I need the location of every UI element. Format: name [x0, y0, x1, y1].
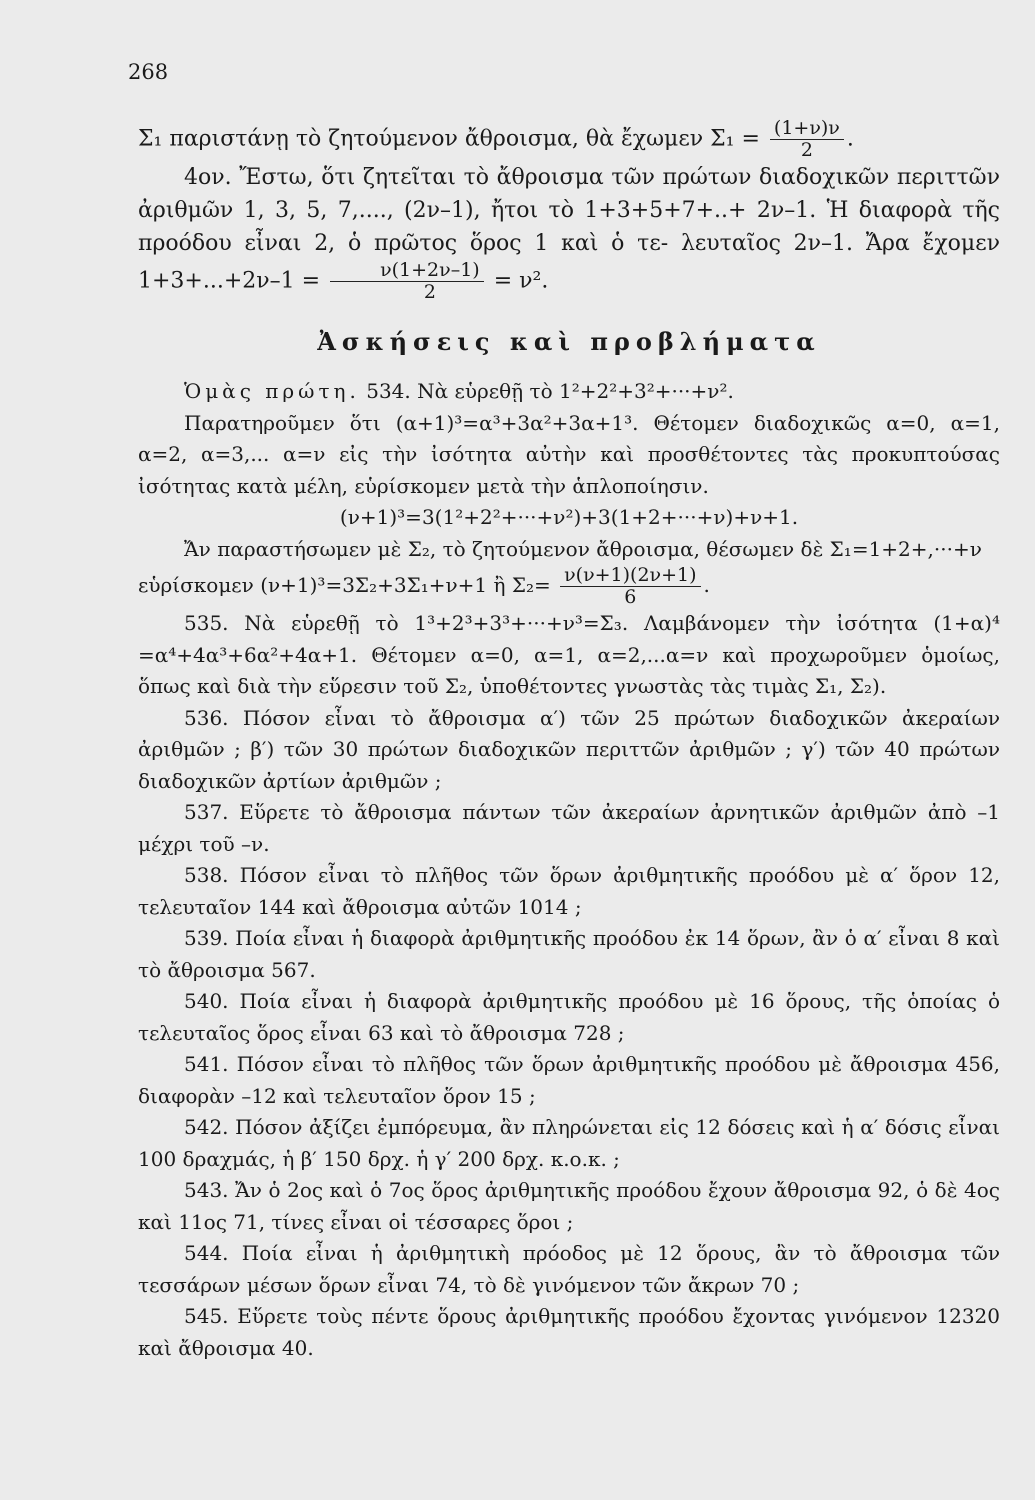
sigma-definition	[138, 118, 1000, 161]
problem-542: 542. Πόσον ἀξίζει ἐμπόρευμα, ἂν πληρώνεται εἰς 12 δόσεις καὶ ἡ α′ δόσις εἶναι 100 δραχμάς, ἡ β′ 150 δρχ. ἡ γ′ 200 δρχ. κ.ο.κ. ;	[138, 1115, 1000, 1171]
sigma-line-text: Σ₁ παριστάνῃ τὸ ζητούμενον ἄθροισμα, θὰ ἔχωμεν Σ₁ =	[138, 126, 760, 152]
page-number: 268	[128, 60, 169, 84]
case-4-result: = ν².	[493, 268, 549, 294]
problem-538: 538. Πόσον εἶναι τὸ πλῆθος τῶν ὅρων ἀριθμητικῆς προόδου μὲ α′ ὅρον 12, τελευταῖον 144 καὶ ἄθροισμα αὐτῶν 1014 ;	[138, 863, 1000, 919]
problem-537: 537. Εὕρετε τὸ ἄθροισμα πάντων τῶν ἀκεραίων ἀρνητικῶν ἀριθμῶν ἀπὸ –1 μέχρι τοῦ –ν.	[138, 800, 1000, 856]
problem-534-equation: (ν+1)³=3(1²+2²+···+ν²)+3(1+2+···+ν)+ν+1.	[339, 505, 799, 529]
fraction-denominator: 2	[800, 139, 813, 161]
fraction-denominator: 6	[624, 586, 637, 608]
punctuation: .	[703, 573, 710, 597]
page-body	[138, 118, 1000, 1364]
problem-541: 541. Πόσον εἶναι τὸ πλῆθος τῶν ὅρων ἀριθμητικῆς προόδου μὲ ἄθροισμα 456, διαφορὰν –12 καὶ τελευταῖον ὅρον 15 ;	[138, 1052, 1000, 1108]
problem-534-fraction	[560, 565, 700, 608]
problem-534-hint: Παρατηροῦμεν ὅτι (α+1)³=α³+3α²+3α+1³. Θέτομεν διαδοχικῶς α=0, α=1, α=2, α=3,... α=ν εἰς τὴν ἰσότητα αὐτὴν καὶ προσθέτοντες τὰς προκυπτούσας ἰσότητας κατὰ μέλη, εὑρίσκομεν μετὰ τὴν ἁπλοποίησιν.	[138, 410, 1000, 498]
problem-544: 544. Ποία εἶναι ἡ ἀριθμητικὴ πρόοδος μὲ 12 ὅρους, ἂν τὸ ἄθροισμα τῶν τεσσάρων μέσων ὅρων εἶναι 74, τὸ δὲ γινόμενον τῶν ἄκρων 70 ;	[138, 1241, 1000, 1297]
problem-534-result-text: εὑρίσκομεν (ν+1)³=3Σ₂+3Σ₁+ν+1 ἢ Σ₂=	[138, 573, 551, 597]
problem-534-substitution: Ἄν παραστήσωμεν μὲ Σ₂, τὸ ζητούμενον ἄθροισμα, θέσωμεν δὲ Σ₁=1+2+,···+ν	[184, 536, 982, 561]
fraction-numerator: (1+ν)ν	[770, 118, 844, 140]
case-4-fraction	[330, 260, 484, 303]
exercises	[138, 376, 1000, 1364]
problem-539: 539. Ποία εἶναι ἡ διαφορὰ ἀριθμητικῆς προόδου ἐκ 14 ὅρων, ἂν ὁ α′ εἶναι 8 καὶ τὸ ἄθροισμα 567.	[138, 926, 1000, 982]
case-4-paragraph	[138, 161, 1000, 303]
punctuation: .	[846, 126, 854, 152]
fraction-denominator: 2	[423, 281, 436, 303]
problem-540: 540. Ποία εἶναι ἡ διαφορὰ ἀριθμητικῆς προόδου μὲ 16 ὅρους, τῆς ὁποίας ὁ τελευταῖος ὅρος εἶναι 63 καὶ τὸ ἄθροισμα 728 ;	[138, 989, 1000, 1045]
fraction-numerator: ν(1+2ν–1)	[330, 260, 484, 282]
problem-536: 536. Πόσον εἶναι τὸ ἄθροισμα α′) τῶν 25 πρώτων διαδοχικῶν ἀκεραίων ἀριθμῶν ; β′) τῶν 30 πρώτων διαδοχικῶν περιττῶν ἀριθμῶν ; γ′) τῶν 40 πρώτων διαδοχικῶν ἀρτίων ἀριθμῶν ;	[138, 705, 1000, 793]
problem-534	[138, 376, 1000, 408]
problem-535: 535. Νὰ εὑρεθῇ τὸ 1³+2³+3³+···+ν³=Σ₃. Λαμβάνομεν τὴν ἰσότητα (1+α)⁴ =α⁴+4α³+6α²+4α+1. Θέτομεν α=0, α=1, α=2,...α=ν καὶ προχωροῦμεν ὁμοίως, ὅπως καὶ διὰ τὴν εὕρεσιν τοῦ Σ₂, ὑποθέτοντες γνωστὰς τὰς τιμὰς Σ₁, Σ₂).	[138, 611, 1000, 698]
sigma-fraction	[770, 118, 844, 161]
problem-534-title: 534. Νὰ εὑρεθῇ τὸ 1²+2²+3²+···+ν².	[366, 379, 734, 403]
problem-534-result	[138, 565, 1000, 608]
problem-543: 543. Ἄν ὁ 2ος καὶ ὁ 7ος ὅρος ἀριθμητικῆς προόδου ἔχουν ἄθροισμα 92, ὁ δὲ 4ος καὶ 11ος 71, τίνες εἶναι οἱ τέσσαρες ὅροι ;	[138, 1178, 1000, 1234]
section-heading: Ἀσκήσεις καὶ προβλήματα	[317, 327, 821, 356]
group-label: Ὁμὰς πρώτη.	[184, 379, 360, 403]
fraction-numerator: ν(ν+1)(2ν+1)	[560, 565, 700, 587]
case-4-formula-line: λευταῖος 2ν–1. Ἄρα ἔχομεν 1+3+...+2ν–1 =	[138, 231, 1000, 294]
problem-545: 545. Εὕρετε τοὺς πέντε ὅρους ἀριθμητικῆς προόδου ἔχοντας γινόμενον 12320 καὶ ἄθροισμα 40.	[138, 1304, 1000, 1360]
case-4-text: 4ον. Ἔστω, ὅτι ζητεῖται τὸ ἄθροισμα τῶν πρώτων διαδοχικῶν περιττῶν ἀριθμῶν 1, 3, 5, 7,...., (2ν–1), ἤτοι τὸ 1+3+5+7+..+ 2ν–1. Ἡ διαφορὰ τῆς προόδου εἶναι 2, ὁ πρῶτος ὅρος 1 καὶ ὁ τε-	[138, 165, 1000, 256]
